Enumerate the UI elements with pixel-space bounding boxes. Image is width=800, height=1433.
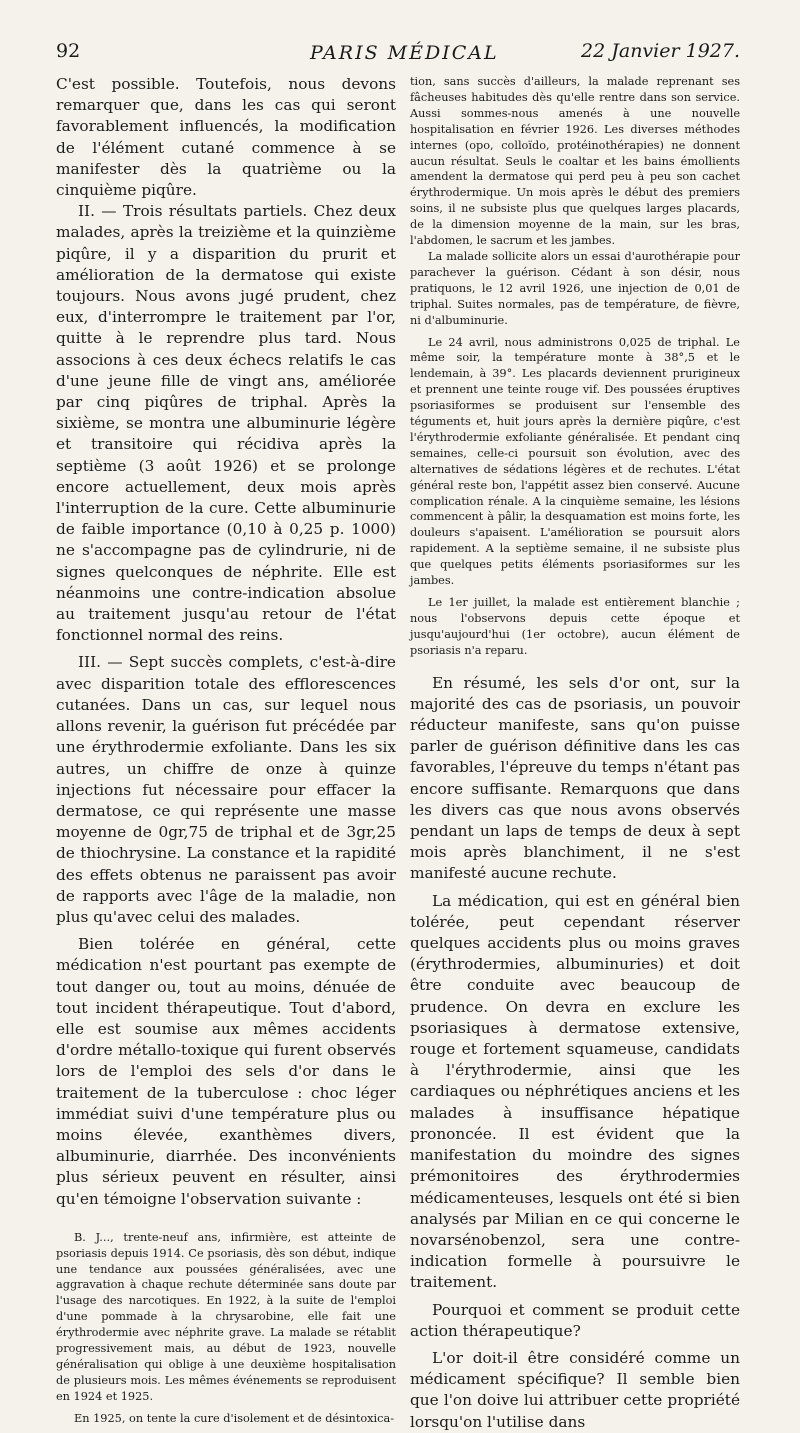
- paragraph-summary: En résumé, les sels d'or ont, sur la majorité des cas de psoriasis, un pouvoir réducteur manifeste, sans qu'on puisse parler de guérison définitive dans les cas favorables, l'épreuve du temps n'étant pas encore suffisante. Remarquons que dans les divers cas que nous avons observés pendant un laps de temps de deux à sept mois après blanchiment, il ne s'est manifesté aucune rechute.: [410, 673, 740, 883]
- observation-paragraph: Le 1er juillet, la malade est entièrement blanchie ; nous l'observons depuis cette époque et jusqu'aujourd'hui (1er octobre), aucun élément de psoriasis n'a reparu.: [410, 596, 740, 657]
- paragraph-partial-results: II. — Trois résultats partiels. Chez deux malades, après la treizième et la quinzième piqûre, il y a disparition du prurit et amélioration de la dermatose qui existe toujours. Nous avons jugé prudent, chez eux, d'interrompre le traitement par l'or, quitte à le reprendre plus tard. Nous associons à ces deux échecs relatifs le cas d'une jeune fille de vingt ans, améliorée par cinq piqûres de triphal. Après la sixième, se montra une albuminurie légère et transitoire qui récidiva après la septième (3 août 1926) et se prolonge encore actuellement, deux mois après l'interruption de la cure. Cette albuminurie de faible importance (0,10 à 0,25 p. 1000) ne s'accompagne pas de cylindrurie, ni de signes quelconques de néphrite. Elle est néanmoins une contre-indication absolue au traitement jusqu'au retour de l'état fonctionnel normal des reins.: [56, 202, 396, 645]
- paragraph: C'est possible. Toutefois, nous devons remarquer que, dans les cas qui seront favorablement influencés, la modification de l'élément cutané commence à se manifester dès la quatrième ou la cinquième piqûre.: [56, 75, 396, 200]
- paragraph-gold: L'or doit-il être considéré comme un médicament spécifique? Il semble bien que l'on doive lui attribuer cette propriété lorsqu'on l'utilise dans: [410, 1348, 740, 1431]
- paragraph-tolerance: Bien tolérée en général, cette médication n'est pourtant pas exempte de tout danger ou, tout au moins, dénuée de tout incident thérapeutique. Tout d'abord, elle est soumise aux mêmes accidents d'ordre métallo-toxique qui furent observés lors de l'emploi des sels d'or dans le traitement de la tuberculose : choc léger immédiat suivi d'une température plus ou moins élevée, exanthèmes divers, albuminurie, diarrhée. Des inconvénients plus sérieux peuvent en résulter, ainsi qu'en témoigne l'observation suivante :: [56, 935, 396, 1208]
- observation-paragraph: En 1925, on tente la cure d'isolement et de désintoxica-: [74, 1411, 395, 1425]
- left-column: [56, 74, 396, 1427]
- journal-title: PARIS MÉDICAL: [310, 42, 499, 64]
- observation-paragraph: Le 24 avril, nous administrons 0,025 de triphal. Le même soir, la température monte à 38°,5 et le lendemain, à 39°. Les placards deviennent prurigineux et prennent une teinte rouge vif. Des poussées éruptives psoriasiformes se produisent sur l'ensemble des téguments et, huit jours après la dernière piqûre, c'est l'érythrodermie exfoliante généralisée. Et pendant cinq semaines, celle-ci poursuit son évolution, avec des alternatives de sédations légères et de rechutes. L'état général reste bon, l'appétit assez bien conservé. Aucune complication rénale. A la cinquième semaine, les lésions commencent à pâlir, la desquamation est moins forte, les douleurs s'apaisent. L'amélioration se poursuit alors rapidement. A la septième semaine, il ne subsiste plus que quelques petits éléments psoriasiformes sur les jambes.: [410, 335, 740, 588]
- observation-paragraph: B. J..., trente-neuf ans, infirmière, est atteinte de psoriasis depuis 1914. Ce psoriasis, dès son début, indique une tendance aux poussées généralisées, avec une aggravation à chaque rechute déterminée sans doute par l'usage des narcotiques. En 1922, à la suite de l'emploi d'une pommade à la chrysarobine, elle fait une érythrodermie avec néphrite grave. La malade se rétablit progressivement mais, au début de 1923, nouvelle généralisation qui oblige à une deuxième hospitalisation de plusieurs mois. Les mêmes événements se reproduisent en 1924 et 1925.: [56, 1230, 396, 1403]
- paragraph-complete-successes: III. — Sept succès complets, c'est-à-dire avec disparition totale des efflorescences cutanées. Dans un cas, sur lequel nous allons revenir, la guérison fut précédée par une érythrodermie exfoliante. Dans les six autres, un chiffre de onze à quinze injections fut nécessaire pour effacer la dermatose, ce qui représente une masse moyenne de 0gr,75 de triphal et de 3gr,25 de thiochrysine. La constance et la rapidité des effets obtenus ne paraissent pas avoir de rapports avec l'âge de la maladie, non plus qu'avec celui des malades.: [56, 653, 396, 926]
- observation-paragraph: tion, sans succès d'ailleurs, la malade reprenant ses fâcheuses habitudes dès qu'elle rentre dans son service. Aussi sommes-nous amenés à une nouvelle hospitalisation en février 1926. Les diverses méthodes internes (opo, colloïdo, protéinothérapies) ne donnent aucun résultat. Seuls le coaltar et les bains émollients amendent la dermatose qui perd peu à peu son cachet érythrodermique. Un mois après le début des premiers soins, il ne subsiste plus que quelques larges placards, de la dimension moyenne de la main, sur les bras, l'abdomen, le sacrum et les jambes.: [410, 75, 740, 248]
- right-column: [410, 74, 740, 1433]
- paragraph-medication: La médication, qui est en général bien tolérée, peut cependant réserver quelques accidents plus ou moins graves (érythrodermies, albuminuries) et doit être conduite avec beaucoup de prudence. On devra en exclure les psoriasiques à dermatose extensive, rouge et fortement squameuse, candidats à l'érythrodermie, ainsi que les cardiaques ou néphrétiques anciens et les malades à insuffisance hépatique prononcée. Il est évident que la manifestation du moindre des signes prémonitoires des érythrodermies médicamenteuses, lesquels ont été si bien analysés par Milian en ce qui concerne le novarsénobenzol, sera une contre-indication formelle à poursuivre le traitement.: [410, 891, 740, 1292]
- page-number: 92: [56, 40, 81, 62]
- observation-paragraph: La malade sollicite alors un essai d'aurothérapie pour parachever la guérison. Cédant à son désir, nous pratiquons, le 12 avril 1926, une injection de 0,01 de triphal. Suites normales, pas de température, de fièvre, ni d'albuminurie.: [410, 249, 740, 327]
- paragraph-question: Pourquoi et comment se produit cette action thérapeutique?: [410, 1300, 740, 1340]
- issue-date: 22 Janvier 1927.: [581, 40, 740, 62]
